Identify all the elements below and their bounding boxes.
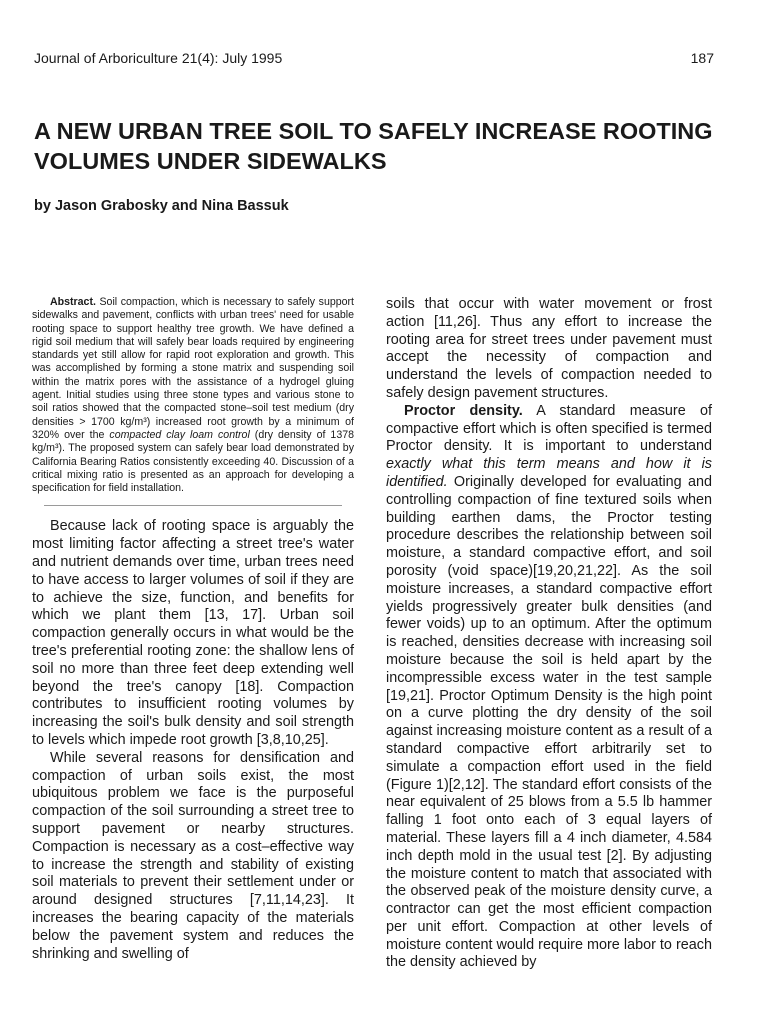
continued-paragraph: soils that occur with water movement or frost action [11,26]. Thus any effort to increase the rooting area for street trees under pavement must accept the necessity of compaction and understand the levels of compaction needed to safely design pavement structures. — [386, 296, 712, 401]
intro-paragraph-1: Because lack of rooting space is arguably the most limiting factor affecting a street tree's water and nutrient demands over time, urban trees need to have access to larger volumes of soil if they are to achieve the size, function, and benefits for which we plant them [13, 17]. Urban soil compaction generally occurs in what would be the tree's preferential rooting zone: the shallow lens of soil no more than three feet deep extending well beyond the tree's canopy [18]. Compaction contributes to insufficient rooting volumes by increasing the soil's bulk density and soil strength to levels which impede root growth [3,8,10,25]. — [32, 518, 354, 749]
article-authors: by Jason Grabosky and Nina Bassuk — [34, 198, 289, 214]
running-header — [34, 50, 714, 72]
abstract-text-2: (dry density of 1378 kg/m³). The proposed system can safely bear load demonstrated by California Bearing Ratios consistently exceeding 40. Discussion of a critical mixing ratio is presented as an approach for developing a specification for field installation. — [32, 428, 354, 495]
abstract-text-italic: compacted clay loam control — [109, 428, 250, 441]
journal-citation: Journal of Arboriculture 21(4): July 1995 — [34, 50, 283, 66]
proctor-text-italic: exactly what this term means and how it is identified. — [386, 456, 712, 490]
intro-paragraph-2: While several reasons for densification and compaction of urban soils exist, the most ubiquitous problem we face is the purposeful compaction of the soil surrounding a street tree to support pavement or nearby structures. Compaction is necessary as a cost–effective way to increase the strength and stability of existing soil materials to prevent their settlement under or around designed structures [7,11,14,23]. It increases the bearing capacity of the materials below the pavement system and reduces the shrinking and swelling of — [32, 749, 354, 962]
abstract-divider — [44, 505, 342, 506]
proctor-text-b: Originally developed for evaluating and controlling compaction of fine textured soils when building earthen dams, the Proctor testing procedure describes the relationship between soil moisture, a standard compactive effort, and soil porosity (void space)[19,20,21,22]. As the soil moisture increases, a standard compactive effort yields progressively greater bulk densities (and fewer voids) up to an optimum. After the optimum is reached, densities decrease with increasing soil moisture because the soil is held apart by the incompressible excess water in the test sample [19,21]. Proctor Optimum Density is the high point on a curve plotting the dry density of the soil against increasing moisture content as a result of a standard compactive effort arbitrarily set to simulate a compaction effort used in the field (Figure 1)[2,12]. The standard effort consists of the near equivalent of 25 blows from a 5.5 lb hammer falling 1 foot onto each of 3 equal layers of material. These layers fill a 4 inch diameter, 4.584 inch depth mold in the usual test [2]. By adjusting the moisture content to match that associated with the observed peak of the moisture density curve, a contractor can get the most efficient compaction per unit effort. Compaction at other levels of moisture content would require more labor to reach the density achieved by — [386, 473, 712, 971]
right-column — [386, 296, 712, 972]
abstract — [32, 296, 354, 495]
proctor-density-heading: Proctor density. — [404, 402, 523, 419]
abstract-text-1: Soil compaction, which is necessary to safely support sidewalks and pavement, conflicts with urban trees' need for usable rooting space to support healthy tree growth. We have defined a rigid soil medium that will safely bear loads required by engineering standards yet still allow for rapid root exploration and growth. This was accomplished by forming a stone matrix and suspending soil within the matrix pores with the assistance of a hydrogel gluing agent. Initial studies using three stone types and various stone to soil ratios showed that the compacted stone–soil test medium (dry densities > 1700 kg/m³) increased root growth by a minimum of 320% over the — [32, 296, 354, 441]
proctor-density-paragraph — [386, 403, 712, 973]
left-column — [32, 296, 354, 963]
abstract-label: Abstract. — [50, 296, 96, 308]
page-number: 187 — [690, 50, 714, 66]
proctor-text-a: A standard measure of compactive effort which is often specified is termed Proctor density. It is important to understand — [386, 402, 713, 455]
article-title: A NEW URBAN TREE SOIL TO SAFELY INCREASE ROOTING VOLUMES UNDER SIDEWALKS — [34, 118, 713, 174]
